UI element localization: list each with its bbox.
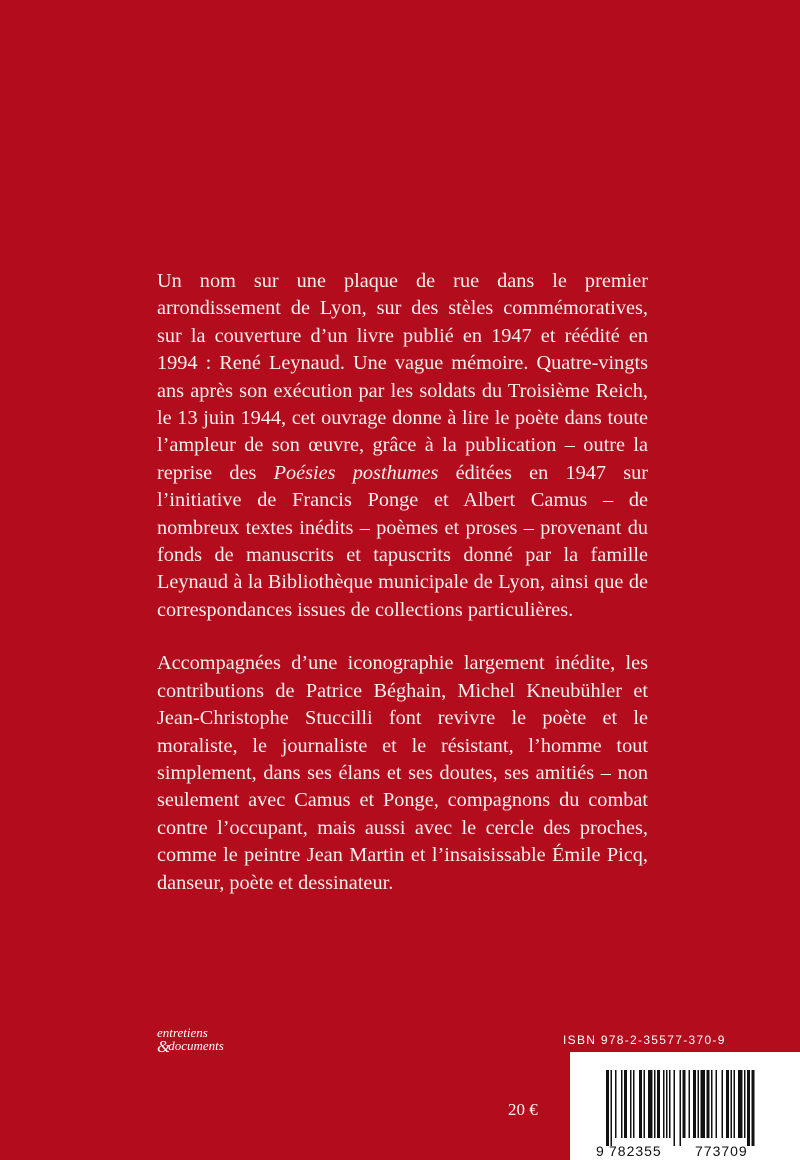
barcode-bar <box>648 1070 653 1138</box>
barcode-bar <box>657 1070 660 1138</box>
isbn-label: ISBN 978-2-35577-370-9 <box>563 1033 726 1047</box>
barcode-bar <box>663 1070 665 1138</box>
publisher-logo-ampersand: & <box>157 1037 169 1056</box>
barcode-bar <box>726 1070 729 1138</box>
barcode-bar <box>752 1070 755 1146</box>
barcode-bar <box>633 1070 635 1138</box>
barcode-bars <box>606 1070 755 1146</box>
barcode-bar <box>738 1070 743 1138</box>
barcode-bar <box>606 1070 609 1146</box>
blurb-paragraph-1: Un nom sur une plaque de rue dans le premier arrondissement de Lyon, sur des stèles commémoratives, sur la couverture d’un livre publié en 1947 et réédité en 1994 : René Leynaud. Une vague mémoire. Quatre-vingts ans après son exécution par les soldats du Troisième Reich, le 13 juin 1944, cet ouvrage donne à lire le poète dans toute l’ampleur de son œuvre, grâce à la publication – outre la reprise des Poésies posthumes éditées en 1947 sur l’initiative de Francis Ponge et Albert Camus – de nombreux textes inédits – poèmes et proses – provenant du fonds de manuscrits et tapuscrits donné par la famille Leynaud à la Bibliothèque municipale de Lyon, ainsi que de correspondances issues de collections particulières. <box>157 270 649 621</box>
barcode-lead-digit: 9 <box>596 1143 604 1159</box>
barcode <box>570 1052 800 1160</box>
barcode-bar <box>615 1070 617 1138</box>
barcode-bar <box>639 1070 642 1138</box>
barcode-bar <box>734 1070 736 1138</box>
barcode-bar <box>621 1070 623 1138</box>
barcode-bar <box>747 1070 750 1146</box>
barcode-bar <box>669 1070 671 1138</box>
barcode-bar <box>693 1070 696 1138</box>
price-label: 20 € <box>508 1100 538 1119</box>
back-cover-blurb <box>157 268 648 897</box>
barcode-bar <box>666 1070 668 1138</box>
barcode-bar <box>611 1070 613 1146</box>
barcode-bar <box>630 1070 632 1138</box>
barcode-bar <box>711 1070 713 1138</box>
barcode-bar <box>674 1070 676 1146</box>
book-title-italic: Poésies posthumes <box>273 461 439 484</box>
barcode-bar <box>654 1070 656 1138</box>
publisher-logo <box>157 1025 224 1056</box>
barcode-bar <box>698 1070 700 1138</box>
blurb-paragraph-2: Accompagnées d’une iconographie largement inédite, les contributions de Patrice Béghain, Michel Kneubühler et Jean-Christophe Stuccilli font revivre le poète et le moraliste, le journaliste et le résistant, l’homme tout simplement, dans ses élans et ses doutes, ses amitiés – non seulement avec Camus et Ponge, compagnons du combat contre l’occupant, mais aussi avec le cercle des proches, comme le peintre Jean Martin et l’insaisissable Émile Picq, danseur, poète et dessinateur. <box>157 652 648 894</box>
barcode-bar <box>680 1070 682 1146</box>
barcode-bar <box>701 1070 706 1138</box>
barcode-graphic <box>570 1052 800 1160</box>
barcode-bar <box>644 1070 646 1138</box>
barcode-bar <box>722 1070 724 1138</box>
barcode-left-digits: 782355 <box>609 1143 662 1159</box>
publisher-logo-line2: documents <box>168 1038 224 1053</box>
barcode-bar <box>707 1070 710 1138</box>
barcode-bar <box>744 1070 746 1138</box>
barcode-right-digits: 773709 <box>695 1143 748 1159</box>
barcode-bar <box>689 1070 691 1138</box>
barcode-bar <box>683 1070 686 1138</box>
barcode-bar <box>731 1070 733 1138</box>
barcode-bar <box>716 1070 718 1138</box>
barcode-bar <box>624 1070 627 1138</box>
publisher-logo-line1: entretiens <box>157 1025 208 1040</box>
